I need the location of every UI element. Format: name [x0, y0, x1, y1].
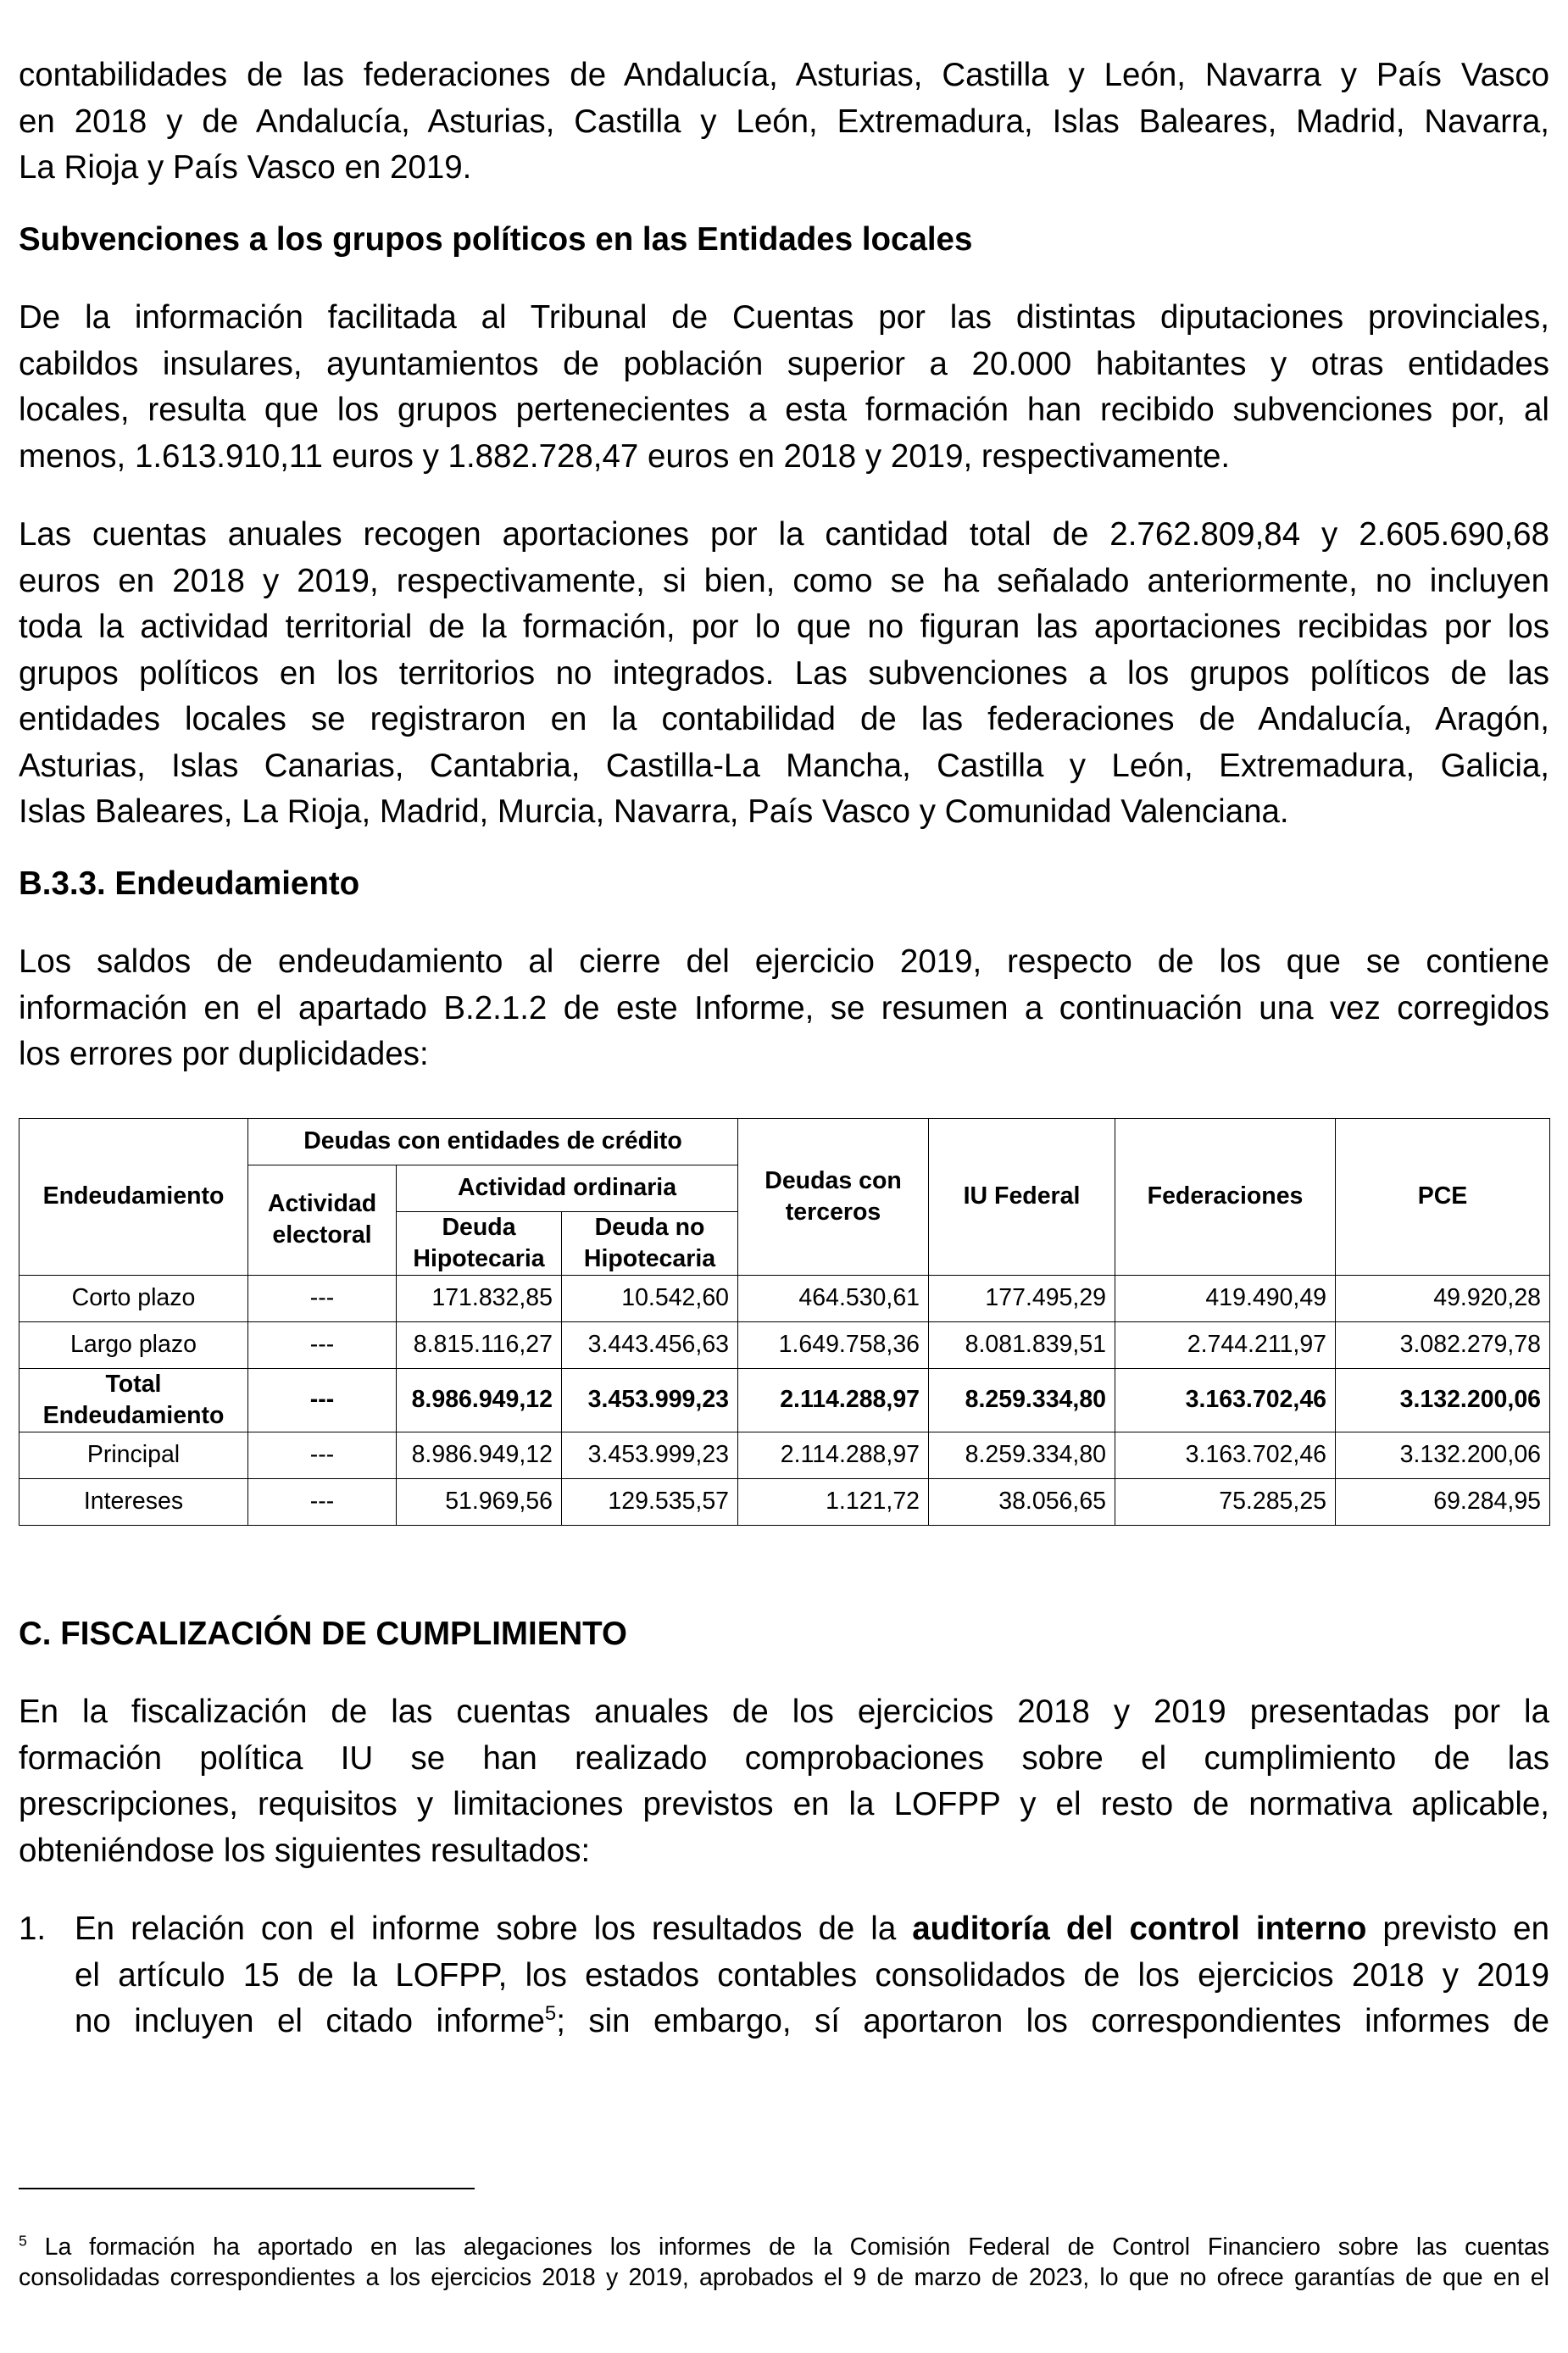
- text-line: [19, 2232, 1549, 2262]
- footnote-separator: [19, 2188, 475, 2189]
- cell-terceros: 2.114.288,97: [738, 1368, 929, 1432]
- text-line: Los saldos de endeudamiento al cierre del ejercicio 2019, respecto de los que se contiene: [19, 943, 1549, 980]
- header-pce: PCE: [1336, 1118, 1550, 1275]
- cell-electoral: ---: [248, 1478, 397, 1525]
- text-line: información en el apartado B.2.1.2 de este Informe, se resumen a continuación una vez corregidos: [19, 989, 1549, 1026]
- cell-pce: 69.284,95: [1336, 1478, 1550, 1525]
- text-line: Las cuentas anuales recogen aportaciones por la cantidad total de 2.762.809,84 y 2.605.690,68: [19, 516, 1549, 553]
- row-label-line: Total: [105, 1370, 162, 1398]
- cell-terceros: 464.530,61: [738, 1275, 929, 1321]
- item-number: 1.: [19, 1911, 47, 1947]
- cell-pce: 3.082.279,78: [1336, 1321, 1550, 1368]
- text-line: De la información facilitada al Tribunal de Cuentas por las distintas diputaciones provinciales,: [19, 299, 1549, 336]
- text-line: los errores por duplicidades:: [19, 1036, 429, 1072]
- cell-iu-federal: 8.259.334,80: [929, 1432, 1115, 1478]
- cell-electoral: ---: [248, 1432, 397, 1478]
- cell-hipotecaria: 8.815.116,27: [397, 1321, 562, 1368]
- cell-electoral: ---: [248, 1368, 397, 1432]
- text-line: [75, 1906, 1549, 1953]
- cell-pce: 3.132.200,06: [1336, 1368, 1550, 1432]
- cell-iu-federal: 8.081.839,51: [929, 1321, 1115, 1368]
- header-deudas-terceros: [738, 1118, 929, 1275]
- section-heading-fiscalizacion: C. FISCALIZACIÓN DE CUMPLIMIENTO: [19, 1615, 627, 1652]
- paragraph-saldos-endeudamiento: [19, 939, 1549, 1078]
- text-run: La formación ha aportado en las alegaciones los informes de la Comisión Federal de Control Financiero sobre las cuentas: [26, 2233, 1549, 2261]
- text-run: no incluyen el citado informe: [75, 2003, 545, 2039]
- row-label: Corto plazo: [19, 1275, 248, 1321]
- cell-federaciones: 75.285,25: [1115, 1478, 1336, 1525]
- document-page: [19, 53, 1549, 2045]
- text-line: el artículo 15 de la LOFPP, los estados contables consolidados de los ejercicios 2018 y 2019: [75, 1956, 1549, 1994]
- cell-federaciones: 3.163.702,46: [1115, 1368, 1336, 1432]
- cell-terceros: 1.121,72: [738, 1478, 929, 1525]
- row-label: Largo plazo: [19, 1321, 248, 1368]
- text-line: grupos políticos en los territorios no integrados. Las subvenciones a los grupos políticos de las: [19, 654, 1549, 692]
- table-row: [19, 1478, 1550, 1525]
- cell-pce: 3.132.200,06: [1336, 1432, 1550, 1478]
- header-deudas-entidades-credito: Deudas con entidades de crédito: [248, 1118, 738, 1165]
- text-line: locales, resulta que los grupos pertenecientes a esta formación han recibido subvenciones por, al: [19, 392, 1549, 428]
- text-line: toda la actividad territorial de la formación, por lo que no figuran las aportaciones recibidas por los: [19, 609, 1549, 645]
- cell-no-hipotecaria: 129.535,57: [562, 1478, 738, 1525]
- cell-federaciones: 3.163.702,46: [1115, 1432, 1336, 1478]
- text-run: previsto en: [1366, 1911, 1549, 1947]
- header-deudas-terceros-label: Deudas con terceros: [765, 1166, 902, 1226]
- text-run-bold: auditoría del control interno: [912, 1911, 1367, 1947]
- text-line: La Rioja y País Vasco en 2019.: [19, 149, 472, 186]
- cell-no-hipotecaria: 3.453.999,23: [562, 1368, 738, 1432]
- table-row: [19, 1432, 1550, 1478]
- row-label-line: Endeudamiento: [42, 1401, 225, 1429]
- text-line: [75, 1999, 1549, 2045]
- footnote-number: 5: [19, 2232, 27, 2250]
- numbered-item-1: [19, 1906, 1549, 2045]
- header-federaciones: Federaciones: [1115, 1118, 1336, 1275]
- header-actividad-electoral: Actividad electoral: [248, 1165, 397, 1275]
- section-heading-endeudamiento: B.3.3. Endeudamiento: [19, 865, 360, 902]
- cell-hipotecaria: 171.832,85: [397, 1275, 562, 1321]
- paragraph-federaciones: [19, 53, 1549, 192]
- table-row: [19, 1275, 1550, 1321]
- cell-electoral: ---: [248, 1275, 397, 1321]
- text-line: menos, 1.613.910,11 euros y 1.882.728,47 euros en 2018 y 2019, respectivamente.: [19, 437, 1231, 475]
- cell-federaciones: 2.744.211,97: [1115, 1321, 1336, 1368]
- cell-no-hipotecaria: 3.453.999,23: [562, 1432, 738, 1478]
- text-line: en 2018 y de Andalucía, Asturias, Castilla y León, Extremadura, Islas Baleares, Madrid, Navarra,: [19, 103, 1549, 140]
- text-line: contabilidades de las federaciones de Andalucía, Asturias, Castilla y León, Navarra y País Vasco: [19, 57, 1549, 93]
- cell-no-hipotecaria: 10.542,60: [562, 1275, 738, 1321]
- row-label: Principal: [19, 1432, 248, 1478]
- table-row: [19, 1321, 1550, 1368]
- text-line: cabildos insulares, ayuntamientos de población superior a 20.000 habitantes y otras entidades: [19, 345, 1549, 382]
- row-label: Intereses: [19, 1478, 248, 1525]
- text-run: ; sin embargo, sí aportaron los correspondientes informes de: [556, 2003, 1549, 2039]
- text-line: prescripciones, requisitos y limitaciones previstos en la LOFPP y el resto de normativa aplicable,: [19, 1786, 1549, 1822]
- header-deuda-no-hipotecaria: Deuda no Hipotecaria: [562, 1211, 738, 1275]
- cell-iu-federal: 177.495,29: [929, 1275, 1115, 1321]
- text-line: obteniéndose los siguientes resultados:: [19, 1832, 591, 1869]
- text-line: formación política IU se han realizado comprobaciones sobre el cumplimiento de las: [19, 1739, 1549, 1777]
- cell-hipotecaria: 8.986.949,12: [397, 1368, 562, 1432]
- cell-terceros: 1.649.758,36: [738, 1321, 929, 1368]
- footnote-reference[interactable]: 5: [544, 2002, 557, 2026]
- cell-pce: 49.920,28: [1336, 1275, 1550, 1321]
- text-line: euros en 2018 y 2019, respectivamente, si bien, como se ha señalado anteriormente, no incluyen: [19, 562, 1549, 599]
- section-heading-subvenciones: Subvenciones a los grupos políticos en las Entidades locales: [19, 220, 973, 258]
- cell-iu-federal: 8.259.334,80: [929, 1368, 1115, 1432]
- header-endeudamiento: Endeudamiento: [19, 1118, 248, 1275]
- cell-federaciones: 419.490,49: [1115, 1275, 1336, 1321]
- header-iu-federal: IU Federal: [929, 1118, 1115, 1275]
- text-line: entidades locales se registraron en la contabilidad de las federaciones de Andalucía, Aragón,: [19, 701, 1549, 737]
- row-label-total: [19, 1368, 248, 1432]
- paragraph-fiscalizacion: [19, 1689, 1549, 1874]
- table-row-total: [19, 1368, 1550, 1432]
- cell-electoral: ---: [248, 1321, 397, 1368]
- paragraph-informacion-facilitada: [19, 295, 1549, 480]
- footnote-5: [19, 2232, 1549, 2293]
- cell-hipotecaria: 8.986.949,12: [397, 1432, 562, 1478]
- text-line: consolidadas correspondientes a los ejercicios 2018 y 2019, aprobados el 9 de marzo de 2023, lo que no ofrece garantías de que en el: [19, 2264, 1549, 2291]
- endeudamiento-table: [19, 1118, 1550, 1526]
- paragraph-cuentas-anuales: [19, 512, 1549, 836]
- text-line: Islas Baleares, La Rioja, Madrid, Murcia, Navarra, País Vasco y Comunidad Valenciana.: [19, 793, 1289, 830]
- cell-hipotecaria: 51.969,56: [397, 1478, 562, 1525]
- header-deuda-hipotecaria: Deuda Hipotecaria: [397, 1211, 562, 1275]
- text-line: Asturias, Islas Canarias, Cantabria, Castilla-La Mancha, Castilla y León, Extremadura, Galicia,: [19, 747, 1549, 784]
- header-actividad-ordinaria: Actividad ordinaria: [397, 1165, 738, 1211]
- cell-no-hipotecaria: 3.443.456,63: [562, 1321, 738, 1368]
- text-run: En relación con el informe sobre los resultados de la: [75, 1911, 913, 1947]
- cell-terceros: 2.114.288,97: [738, 1432, 929, 1478]
- cell-iu-federal: 38.056,65: [929, 1478, 1115, 1525]
- text-line: En la fiscalización de las cuentas anuales de los ejercicios 2018 y 2019 presentadas por la: [19, 1694, 1549, 1730]
